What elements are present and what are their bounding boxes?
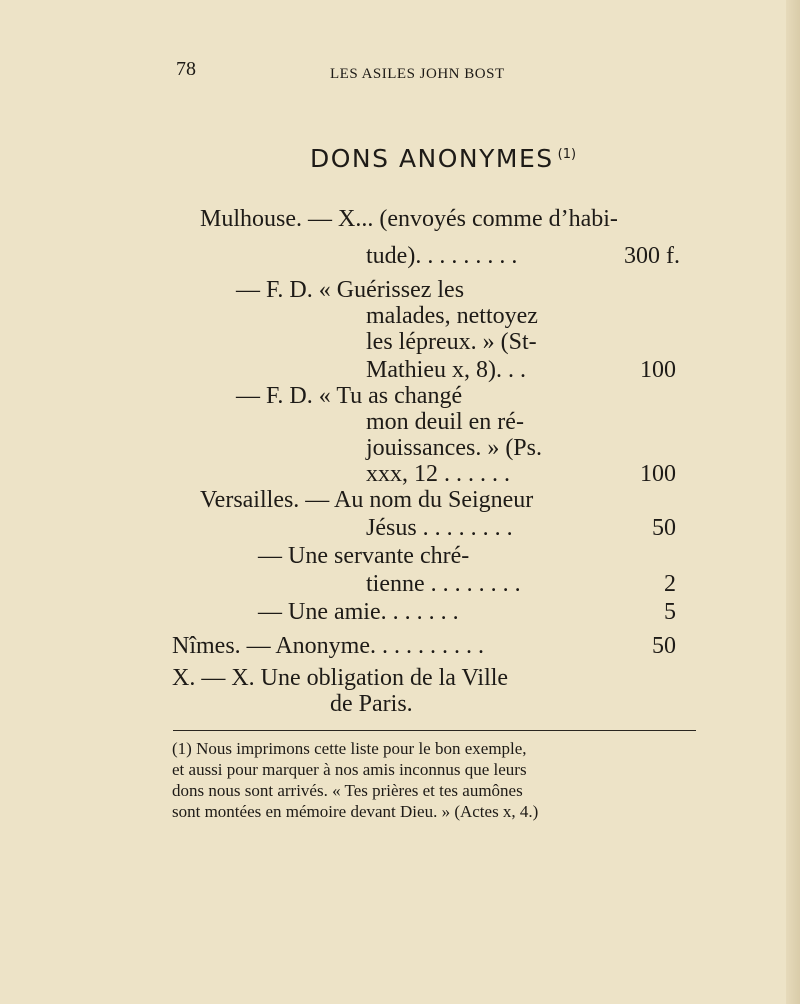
entry-amount: 100 <box>640 461 676 487</box>
entry-line: malades, nettoyez <box>366 303 538 329</box>
page-edge <box>786 0 800 1004</box>
running-head: LES ASILES JOHN BOST <box>330 66 505 82</box>
footnote-line: sont montées en mémoire devant Dieu. » (Actes x, 4.) <box>172 802 539 821</box>
page-number: 78 <box>176 58 196 80</box>
entry-line: X. — X. Une obligation de la Ville <box>172 665 509 691</box>
footnote-rule <box>173 730 696 731</box>
entry-line: Versailles. — Au nom du Seigneur <box>200 487 534 513</box>
entry-line: jouissances. » (Ps. <box>366 435 542 461</box>
entry-amount: 5 <box>664 599 676 625</box>
entry-line: tienne . . . . . . . . <box>366 571 521 597</box>
footnote-line: et aussi pour marquer à nos amis inconnus que leurs <box>172 760 527 779</box>
entry-line: tude). . . . . . . . . <box>366 243 518 269</box>
entry-amount: 300 f. <box>624 243 680 269</box>
footnote <box>172 738 700 822</box>
entry-line: — F. D. « Guérissez les <box>236 277 465 303</box>
entry-line: — F. D. « Tu as changé <box>236 383 463 409</box>
footnote-reference: (1) <box>557 146 577 162</box>
entry-line: de Paris. <box>330 691 413 717</box>
entry-amount: 50 <box>652 515 676 541</box>
footnote-line: dons nous sont arrivés. « Tes prières et tes aumônes <box>172 781 523 800</box>
entry-line: — Une amie. . . . . . . <box>258 599 459 625</box>
entry-line: Nîmes. — Anonyme. . . . . . . . . . <box>172 633 484 659</box>
entry-line: les lépreux. » (St- <box>366 329 537 355</box>
entry-line: Mulhouse. — X... (envoyés comme d’habi- <box>200 206 618 232</box>
entry-amount: 100 <box>640 357 676 383</box>
entry-amount: 50 <box>652 633 676 659</box>
footnote-line: (1) Nous imprimons cette liste pour le bon exemple, <box>172 739 527 758</box>
entry-line: — Une servante chré- <box>258 543 470 569</box>
entry-line: xxx, 12 . . . . . . <box>366 461 510 487</box>
entry-amount: 2 <box>664 571 676 597</box>
section-title <box>310 144 576 173</box>
entry-line: Jésus . . . . . . . . <box>366 515 513 541</box>
section-title-text: DONS ANONYMES <box>310 144 554 173</box>
entry-line: mon deuil en ré- <box>366 409 524 435</box>
entry-line: Mathieu x, 8). . . <box>366 357 526 383</box>
